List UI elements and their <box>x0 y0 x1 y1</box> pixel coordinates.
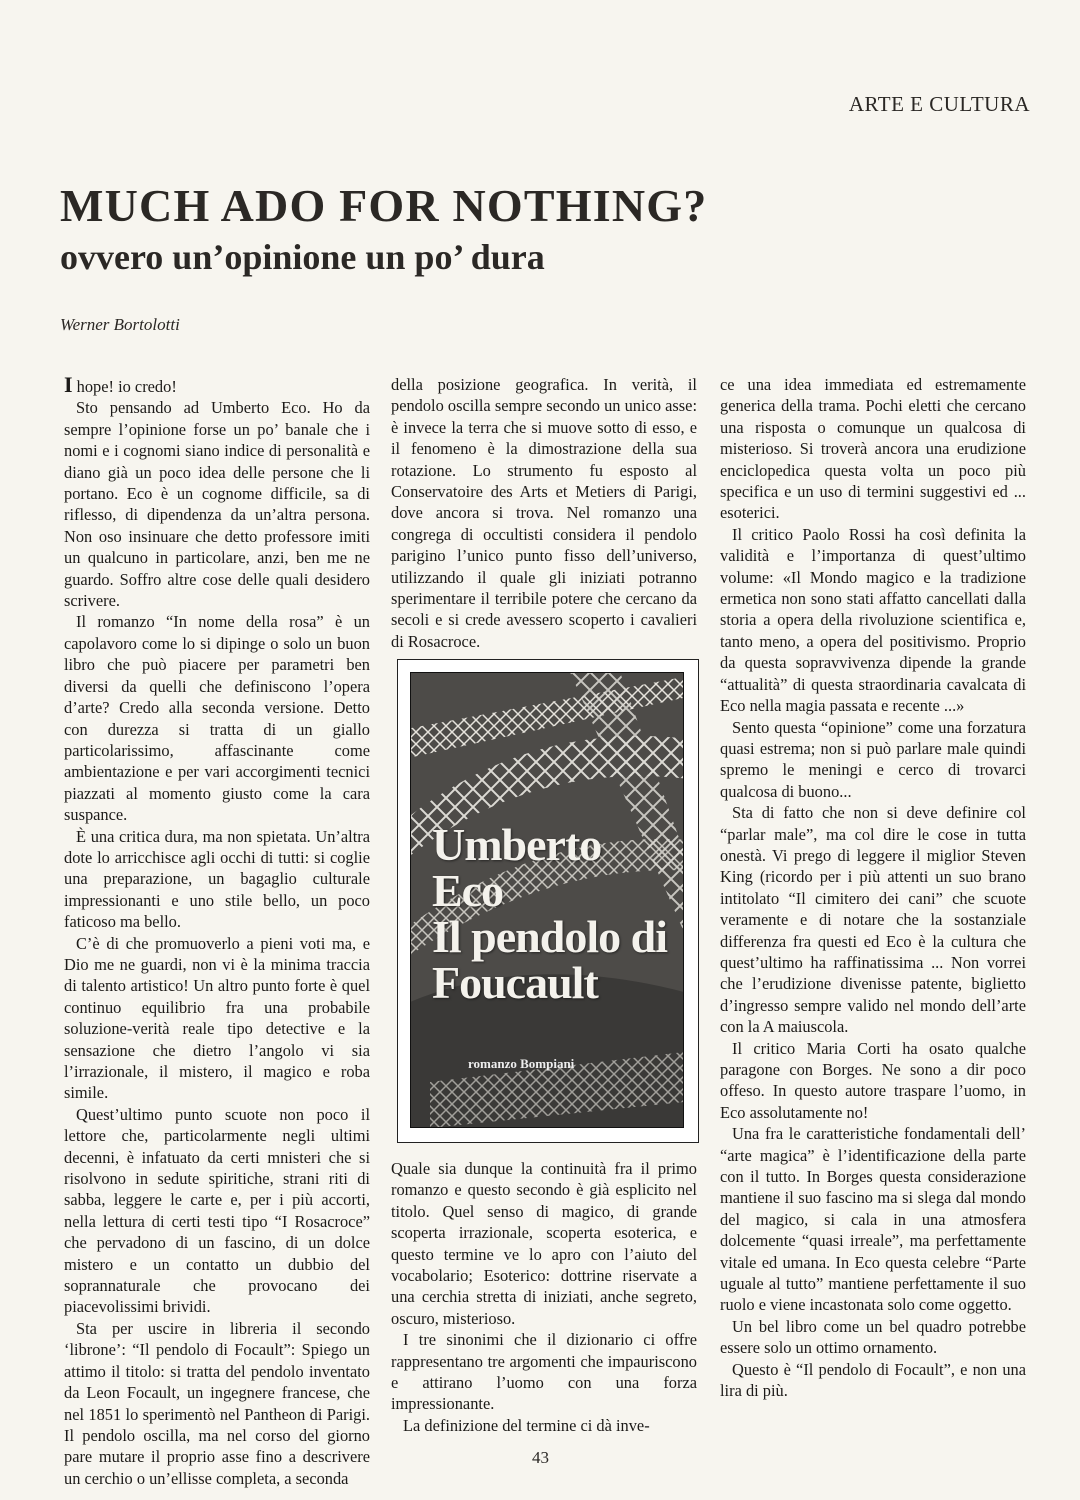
paragraph: ce una idea immediata ed estremamente generica della trama. Pochi eletti che cercano una risposta o comunque un qualcosa di misterioso. Si troverà ancora una erudizione enciclopedica questa volta un poco più specifica e un uso di termini suggestivi ed ... esoterici. <box>720 375 1026 523</box>
cover-title: Il pendolo di Foucault <box>432 911 667 1008</box>
paragraph: Una fra le caratteristiche fondamentali dell’ “arte magica” è l’identificazione della parte con il tutto. In Borges questa considerazione mantiene il suo fascino ma si slega dal mondo del magico, si cala in una atmosfera dolcemente “quasi irreale”, ma perfettamente vitale ed umana. In Eco questa celebre “Parte uguale al tutto” mantiene perfettamente il suo ruolo e viene incastonata solo come oggetto. <box>720 1124 1026 1315</box>
paragraph: della posizione geografica. In verità, il pendolo oscilla sempre secondo un unico asse: è invece la terra che si muove sotto di esso, e il fenomeno è la dimostrazione della sua rotazione. Lo strumento fu esposto al Conservatoire des Arts et Metiers di Parigi, dove ancora si trova. Nel romanzo una congrega di occultisti considera il pendolo parigino l’unico punto fisso dell’universo, utilizzando il quale gli iniziati potranno sperimentare il terribile potere che cercano da secoli e si crede avessero scoperto i cavalieri di Rosacroce. <box>391 375 697 651</box>
section-label: ARTE E CULTURA <box>848 92 1030 116</box>
paragraph: È una critica dura, ma non spietata. Un’altra dote lo arricchisce agli occhi di tutti: si coglie una preparazione, un bagaglio culturale impressionanti e uno stile bello, un poco faticoso ma bello. <box>64 826 370 932</box>
article-title: MUCH ADO FOR NOTHING? <box>60 180 708 231</box>
book-cover-image <box>410 672 684 1128</box>
book-cover-figure <box>397 659 699 1143</box>
paragraph: Il critico Paolo Rossi ha così definita la validità e l’importanza di quest’ultimo volume: «Il Mondo magico e la tradizione ermetica non sono stati affatto cancellati dalla storia a opera della rivoluzione scientifica e, tanto meno, a opera del positivismo. Proprio da questa sopravvivenza dipende la grande “attualità” di questa straordinaria cavalcata di Eco nella magia passata e recente ...» <box>720 524 1026 716</box>
column-1 <box>64 374 370 1489</box>
column-2-continued <box>391 1158 697 1436</box>
paragraph: Questo è “Il pendolo di Focault”, e non una lira di più. <box>720 1359 1026 1401</box>
paragraph: I tre sinonimi che il dizionario ci offre rappresentano tre argomenti che impauriscono e attirano l’uomo con una forza impressionante. <box>391 1330 697 1414</box>
drop-cap: I <box>64 372 73 397</box>
paragraph-text: hope! io credo! <box>72 377 177 396</box>
paragraph <box>64 374 370 397</box>
paragraph: Un bel libro come un bel quadro potrebbe essere solo un ottimo ornamento. <box>720 1316 1026 1358</box>
paragraph: Sta di fatto che non si deve definire col “parlar male”, ma col dire le cose in tutta onestà. Vi prego di leggere il miglior Steven King (ricordo per i più attenti un suo brano intitolato “Il cimitero dei cani” che scuote veramente e di notare che la sostanziale differenza fra questi ed Eco è la cultura che quest’ultimo ha raffinatissima ... Non vorrei che l’erudizione divenisse patente, biglietto d’ingresso sempre valido nel mondo dell’arte con la A maiuscola. <box>720 803 1026 1037</box>
paragraph: C’è di che promuoverlo a pieni voti ma, e Dio me ne guardi, non vi è la minima traccia di talento artistico! Un altro punto forte è quel continuo equilibrio fra una probabile soluzione-verità reale tipo detective e la sensazione che dietro l’angolo vi sia l’irrazionale, il mistero, il magico e roba simile. <box>64 933 370 1103</box>
column-2 <box>391 374 697 652</box>
column-3 <box>720 374 1026 1402</box>
paragraph: Il romanzo “In nome della rosa” è un capolavoro come lo si dipinge o solo un buon libro che può piacere per parametri ben diversi da quelli che definiscono l’opera d’arte? Credo alla seconda versione. Detto con durezza si tratta di un giallo particolarissimo, affascinante come ambientazione e per vari accorgimenti tecnici piazzati al momento giusto come la cara suspance. <box>64 612 370 825</box>
page-number: 43 <box>532 1448 549 1467</box>
paragraph: Quale sia dunque la continuità fra il primo romanzo e questo secondo è già esplicito nel titolo. Quel senso di magico, di grande scoperta irrazionale, scoperta esoterica, e questo termine ve lo apro con l’aiuto del vocabolario; Esoterico: dottrine riservate a una cerchia stretta di iniziati, anche segreto, oscuro, misterioso. <box>391 1159 697 1328</box>
cover-text <box>432 819 682 1008</box>
paragraph: Il critico Maria Corti ha osato qualche paragone con Borges. Ne sono a dir poco offeso. In questo autore traspare l’uomo, in Eco assolutamente no! <box>720 1038 1026 1122</box>
paragraph: Sta per uscire in libreria il secondo ‘librone’: “Il pendolo di Focault”: Spiego un attimo il titolo: si tratta del pendolo inventato da Leon Focault, un ingegnere francese, che nel 1851 lo sperimentò nel Pantheon di Parigi. Il pendolo oscilla, ma nel corso del giorno pare mutare il proprio asse fino a descrivere un cerchio o un’ellisse completa, a seconda <box>64 1318 370 1488</box>
cover-publisher: romanzo Bompiani <box>468 1056 575 1071</box>
article-subtitle: ovvero un’opinione un po’ dura <box>60 237 545 277</box>
cover-author: Umberto Eco <box>432 819 602 916</box>
paragraph: Sento questa “opinione” come una forzatura quasi estrema; non si può parlare male quindi spremo le meningi e cerco di trovarci qualcosa di buono... <box>720 717 1026 801</box>
paragraph: Quest’ultimo punto scuote non poco il lettore che, particolarmente negli ultimi decenni, è infatuato da certi mnisteri che si risolvono in sedute spiritiche, strani riti di sabba, leggere le carte e, per i più accorti, nella lettura di certi testi tipo “I Rosacroce” che pervadono di un fascino, di un dolce mistero e un contatto un dubbio del soprannaturale che provocano dei piacevolissimi brividi. <box>64 1104 370 1317</box>
article-author: Werner Bortolotti <box>60 315 180 334</box>
paragraph: La definizione del termine ci dà inve- <box>403 1415 650 1435</box>
paragraph: Sto pensando ad Umberto Eco. Ho da sempre l’opinione forse un po’ banale che i nomi e i cognomi siano indice di personalità e diano già un poco idea delle persone che li portano. Eco è un cognome difficile, sa di riflesso, di dipendenza da un’altra persona. Non oso insinuare che detto professore imiti un qualcuno in particolare, anzi, ben me ne guardo. Soffro altre cose delle quali desidero scrivere. <box>64 398 370 611</box>
